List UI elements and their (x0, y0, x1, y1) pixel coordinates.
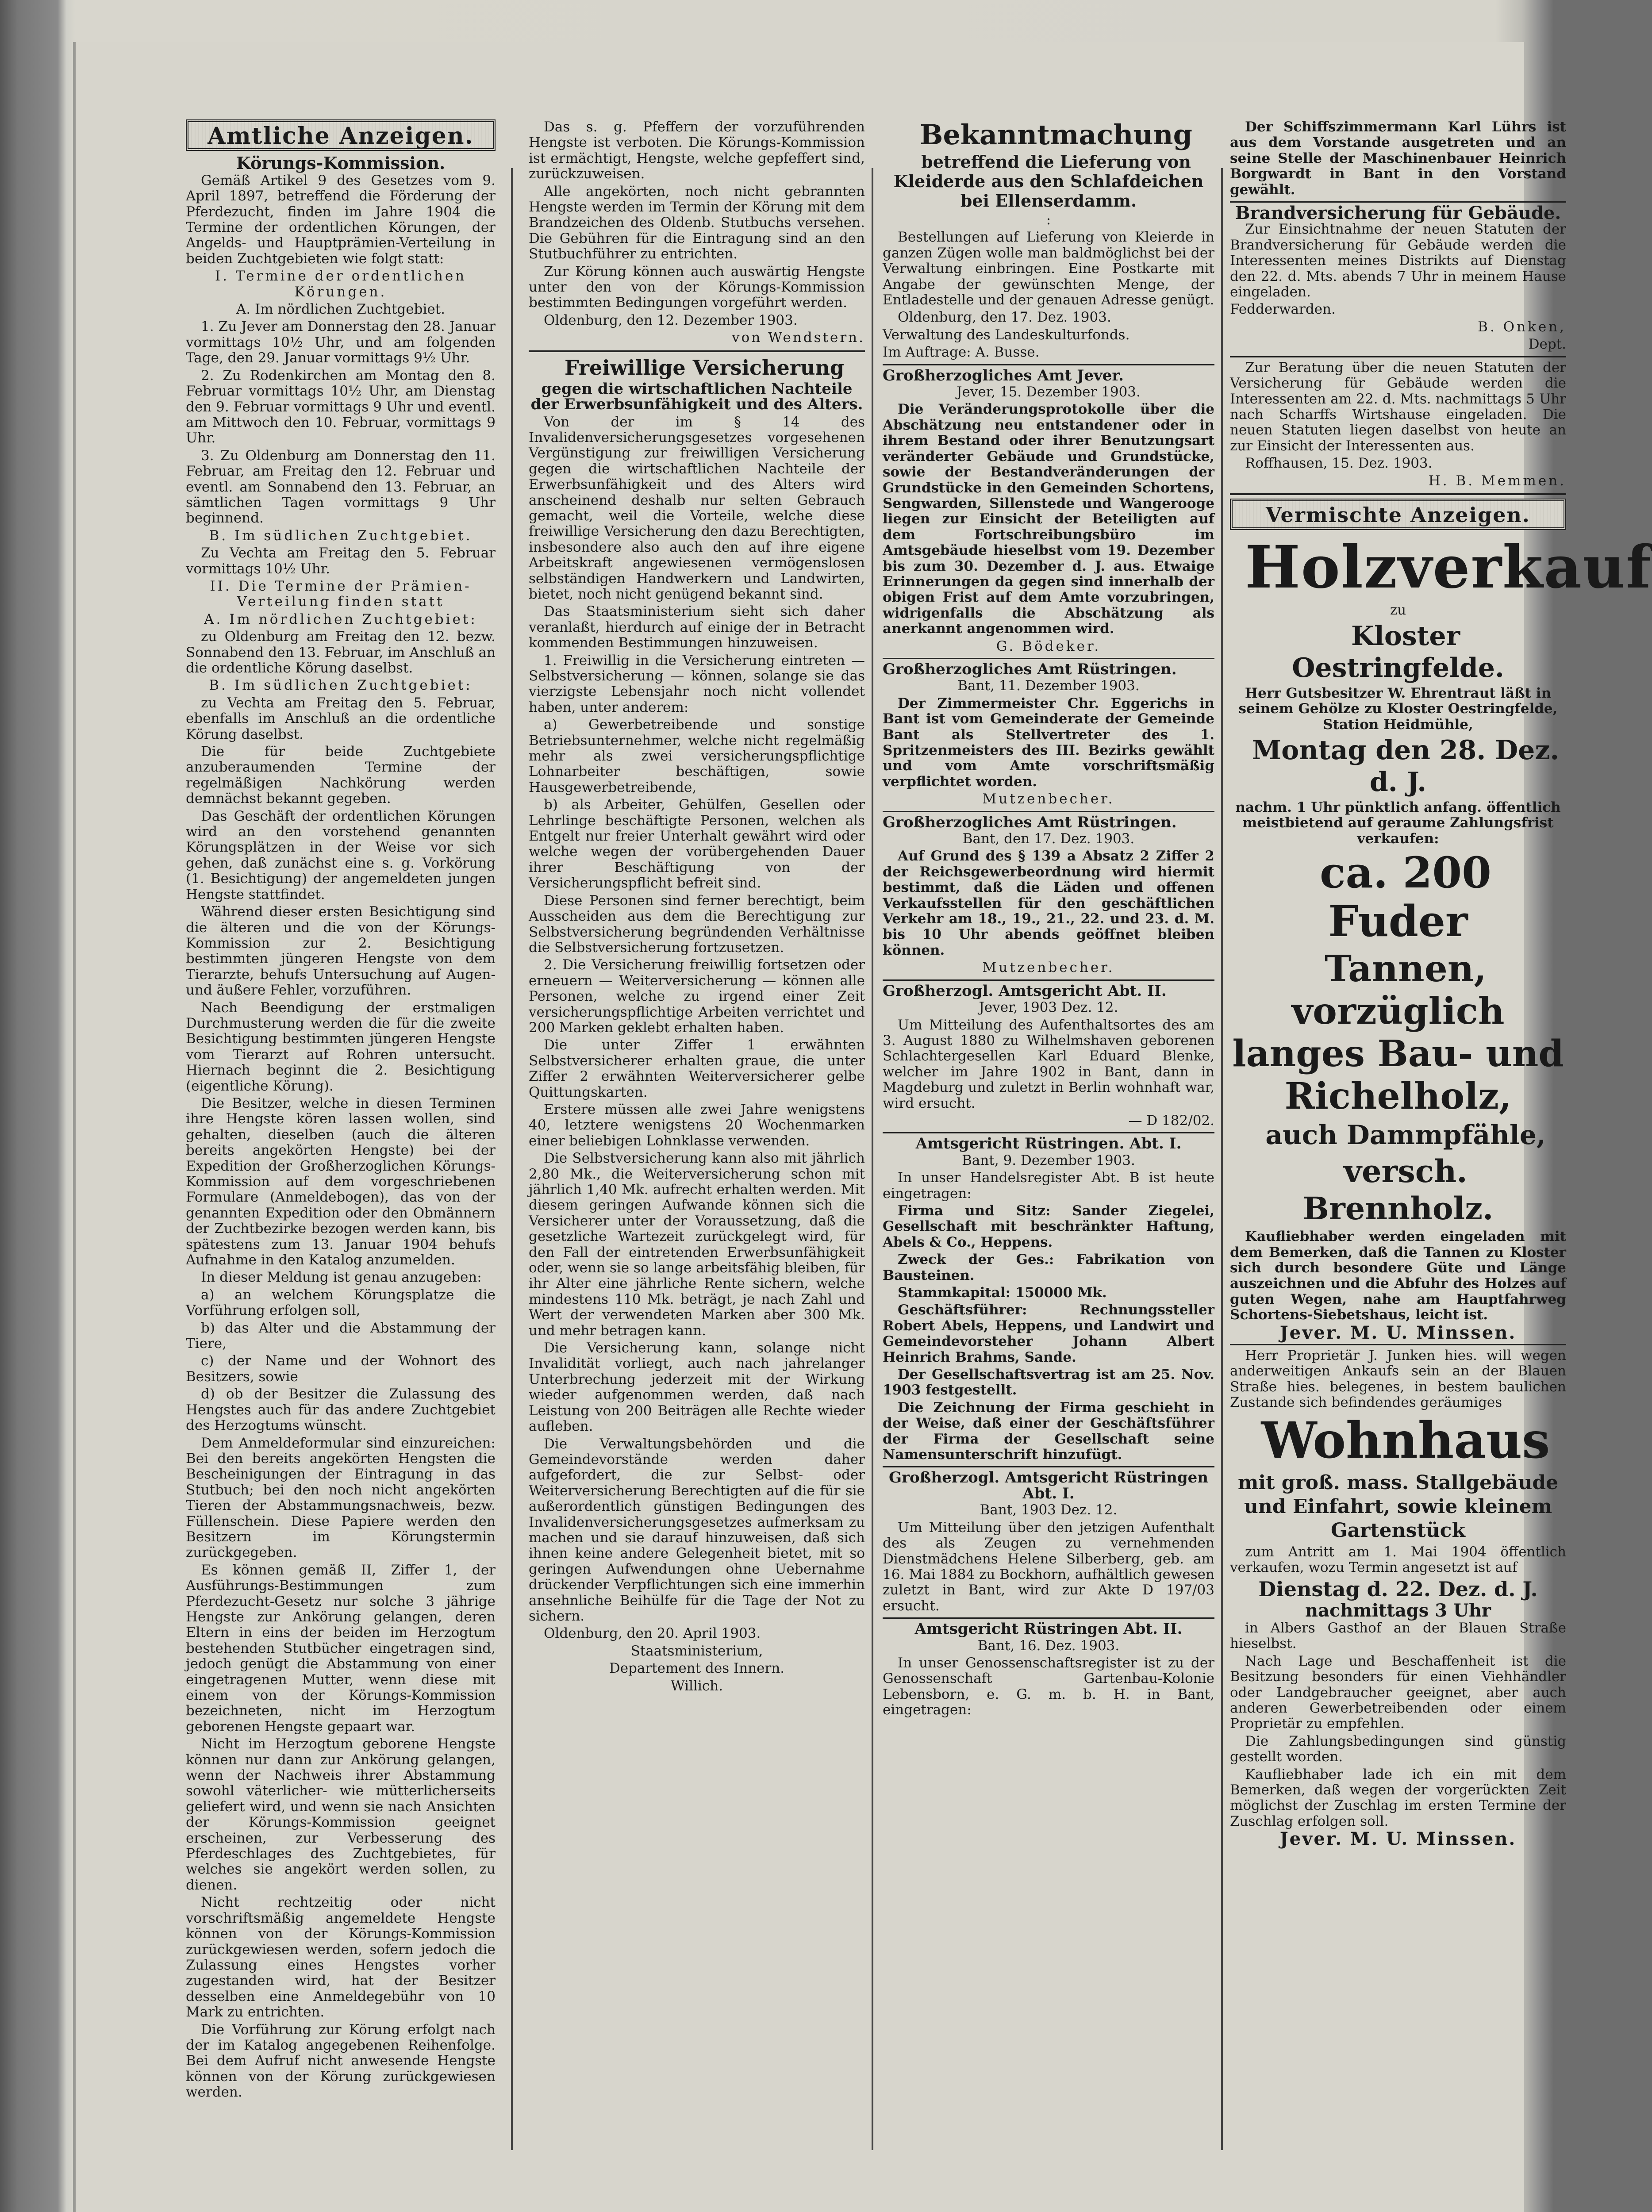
subheading: A. Im nördlichen Zuchtgebiet. (236, 301, 446, 318)
notice-subtitle: gegen die wirtschaftlichen Nachteile der Erwerbsunfähigkeit und des Alters. (530, 380, 863, 414)
paragraph: zu Oldenburg am Freitag den 12. bezw. Sonnabend den 13. Februar, im Anschluß an die ordentliche Körung daselbst. (186, 629, 496, 676)
paragraph: Zur Einsichtnahme der neuen Statuten der Brandversicherung für Gebäude werden die Interessenten meines Distrikts auf Dienstag den 22. d. Mts. abends 7 Uhr in meinem Hause eingeladen. (1230, 221, 1566, 300)
paragraph: 1. Zu Jever am Donnerstag den 28. Januar vormittags 10½ Uhr, und am folgenden Tage, den 29. Januar vormittags 9½ Uhr. (186, 319, 496, 366)
column-3 (883, 119, 1214, 2150)
ad-date: Montag den 28. Dez. d. J. (1252, 734, 1560, 798)
paragraph: Stammkapital: 150000 Mk. (898, 1285, 1107, 1301)
separator (1230, 493, 1566, 495)
paragraph: Zweck der Ges.: Fabrikation von Bausteinen. (883, 1252, 1214, 1283)
ad-text: Die Zahlungsbedingungen sind günstig gestellt worden. (1230, 1733, 1566, 1765)
location: Fedderwarden. (1230, 301, 1336, 318)
separator (883, 979, 1214, 981)
file-reference: — D 182/02. (1128, 1112, 1214, 1129)
paragraph: Die Veränderungsprotokolle über die Abschätzung neu entstandener oder in ihrem Bestand oder ihrer Benutzungsart veränderter Gebäude und Grundstücke, sowie der Bestandveränderungen der Grundstücke in den Gemeinden Schortens, Sengwarden, Sillenstede und Wangerooge liegen zur Einsicht der Beteiligten auf dem Fortschreibungsbüro im Amtsgebäude hieselbst vom 19. Dezember bis zum 30. Dezember d. J. aus. Etwaige Erinnerungen da gegen sind innerhalb der obigen Frist auf dem Amte vorzubringen, widrigenfalls die Abschätzung als anerkannt angenommen wird. (883, 401, 1214, 637)
authority-heading: Großherzogl. Amtsgericht Rüstringen Abt. I. (889, 1469, 1208, 1502)
ad-date: Dienstag d. 22. Dez. d. J. (1258, 1577, 1538, 1601)
paragraph: Die Selbstversicherung kann also mit jährlich 2,80 Mk., die Weiterversicherung schon mit jährlich 1,40 Mk. aufrecht erhalten werden. Mit diesem geringen Aufwande können sich die Versicherer unter der Voraussetzung, daß die gesetzliche Wartezeit zurückgelegt wird, für den Fall der eintretenden Erwerbsunfähigkeit oder, wenn sie so lange arbeitsfähig bleiben, für ihr Alter eine jährliche Rente sichern, welche mindestens 110 Mk. beträgt, je nach Zahl und Wert der verwendeten Marken aber 300 Mk. und mehr betragen kann. (529, 1150, 865, 1339)
paragraph: Der Schiffszimmermann Karl Lührs ist aus dem Vorstande ausgetreten und an seine Stelle der Maschinenbauer Heinrich Borgwardt in Bant in den Vorstand gewählt. (1230, 119, 1566, 198)
paragraph: Während dieser ersten Besichtigung sind die älteren und die von der Körungs-Kommission zur 2. Besichtigung bestimmten jüngeren Hengste von dem Tierarzte, behufs Untersuchung auf Augen- und äußere Fehler, vorzuführen. (186, 904, 496, 998)
ad-text: Kaufliebhaber werden eingeladen mit dem Bemerken, daß die Tannen zu Kloster sich durch besondere Güte und Länge auszeichnen und die Abfuhr des Holzes auf guten Wegen, nahe am Hauptfahrweg Schortens-Siebetshaus, leicht ist. (1230, 1229, 1566, 1323)
paragraph: 2. Die Versicherung freiwillig fortsetzen oder erneuern — Weiterversicherung — können alle Personen, welche zu irgend einer Zeit versicherungspflichtige Arbeiten verrichtet und 200 Marken geklebt erhalten haben. (529, 957, 865, 1036)
paragraph: Es können gemäß II, Ziffer 1, der Ausführungs-Bestimmungen zum Pferdezucht-Gesetz nur solche 3 jährige Hengste zur Ankörung gelangen, deren Eltern in eins der beiden im Herzogtum bestehenden Stutbücher eingetragen sind, jedoch genügt die Abstammung von einer eingetragenen Mutter, wenn diese mit einem von der Körungs-Kommission bezeichneten, nicht im Herzogtum geborenen Hengste gepaart war. (186, 1562, 496, 1735)
separator (1230, 356, 1566, 357)
paragraph: Um Mitteilung über den jetzigen Aufenthalt des als Zeugen zu vernehmenden Dienstmädchens Helene Silberberg, geb. am 16. Mai 1884 zu Bockhorn, aufhältlich gewesen zuletzt in Bant, wird zur Akte D 197/03 ersucht. (883, 1519, 1214, 1614)
paragraph: Die für beide Zuchtgebiete anzuberaumenden Termine der regelmäßigen Nachkörung werden demnächst bekannt gegeben. (186, 744, 496, 807)
paragraph: In dieser Meldung ist genau anzugeben: (201, 1269, 482, 1286)
official-notices-header: Amtliche Anzeigen. (186, 119, 496, 151)
authority-heading: Amtsgericht Rüstringen Abt. II. (914, 1620, 1183, 1638)
paragraph: b) das Alter und die Abstammung der Tiere, (186, 1320, 496, 1352)
authority-heading: Großherzogliches Amt Rüstringen. (883, 660, 1177, 678)
notice-heading: Brandversicherung für Gebäude. (1235, 203, 1561, 224)
dateline: Jever, 1903 Dez. 12. (979, 999, 1118, 1016)
paragraph: Die Zeichnung der Firma geschieht in der Weise, daß einer der Geschäftsführer der Firma der Gesellschaft seine Namensunterschrift hinzufügt. (883, 1399, 1214, 1463)
ad-text: Herr Proprietär J. Junken hies. will wegen anderweitigen Ankaufs sein an der Blauen Straße hies. belegenes, in bestem baulichen Zustande sich befindendes geräumiges (1230, 1348, 1566, 1411)
paragraph: a) Gewerbetreibende und sonstige Betriebsunternehmer, welche nicht regelmäßig mehr als zwei versicherungspflichtige Lohnarbeiter beschäftigen, sowie Hausgewerbetreibende, (529, 717, 865, 795)
dateline: Bant, 9. Dezember 1903. (962, 1152, 1135, 1168)
column-rule (872, 168, 873, 2150)
authority-heading: Amtsgericht Rüstringen. Abt. I. (915, 1135, 1182, 1153)
paragraph: Zur Körung können auch auswärtig Hengste unter den von der Körungs-Kommission bestimmten Bedingungen vorgeführt werden. (529, 263, 865, 311)
separator (883, 658, 1214, 659)
signature: Mutzenbecher. (982, 960, 1115, 976)
paragraph: Von der im § 14 des Invalidenversicherungsgesetzes vorgesehenen Vergünstigung zur freiwilligen Versicherung gegen die wirtschaftlichen Nachteile der Erwerbsunfähigkeit und des Alters wird anscheinend deshalb nur selten Gebrauch gemacht, weil die Vorteile, welche diese freiwillige Versicherung den dazu Berechtigten, insbesondere also auch den auf ihre eigene Arbeitskraft angewiesenen vermögenslosen selbständigen Handwerkern und Landwirten, bietet, noch nicht genügend bekannt sind. (529, 414, 865, 602)
dateline: Jever, 15. Dezember 1903. (957, 384, 1141, 400)
paragraph: Nach Beendigung der erstmaligen Durchmusterung werden die für die zweite Besichtigung bestimmten jüngeren Hengste vom Tierarzt auf Rohren untersucht. Hiernach beginnt die 2. Besichtigung (eigentliche Körung). (186, 999, 496, 1094)
paragraph: Das Geschäft der ordentlichen Körungen wird an den vorstehend genannten Körungsplätzen in der Weise vor sich gehen, daß zunächst eine s. g. Vorkörung (1. Besichtigung) der angemeldeten jungen Hengste stattfindet. (186, 808, 496, 902)
ad-headline: versch. Brennholz. (1302, 1153, 1494, 1227)
paragraph: zu Vechta am Freitag den 5. Februar, ebenfalls im Anschluß an die ordentliche Körung daselbst. (186, 695, 496, 742)
paragraph: 3. Zu Oldenburg am Donnerstag den 11. Februar, am Freitag den 12. Februar und eventl. am Sonnabend den 13. Februar, an sämtlichen Tagen vormittags 9 Uhr beginnend. (186, 447, 496, 526)
paragraph: a) an welchem Körungsplatze die Vorführung erfolgen soll, (186, 1286, 496, 1319)
paragraph: Die Verwaltungsbehörden und die Gemeindevorstände werden daher aufgefordert, die zur Selbst- oder Weiterversicherung Berechtigten auf die für sie außerordentlich günstigen Bedingungen des Invalidenversicherungsgesetzes aufmerksam zu machen und sie darauf hinzuweisen, daß sich ihnen keine andere Gelegenheit bietet, mit so geringen Aufwendungen ohne Uebernahme drückender Verpflichtungen sich eine immerhin ansehnliche Beihülfe für die Tage der Not zu sichern. (529, 1436, 865, 1624)
ad-headline: Holzverkauf (1245, 533, 1652, 602)
subheading: A. Im nördlichen Zuchtgebiet: (204, 611, 477, 627)
paragraph: Auf Grund des § 139 a Absatz 2 Ziffer 2 der Reichsgewerbeordnung wird hiermit bestimmt, daß die Läden und offenen Verkaufsstellen für den geschäftlichen Verkehr am 18., 19., 21., 22. und 23. d. M. bis 10 Uhr abends geöffnet bleiben können. (883, 848, 1214, 958)
signature: Im Auftrage: A. Busse. (883, 344, 1040, 361)
signature: Mutzenbecher. (982, 791, 1115, 807)
newspaper-page (73, 42, 1652, 2212)
ad-text: zu (1390, 602, 1406, 618)
signature: G. Bödeker. (996, 638, 1101, 654)
paragraph: Der Zimmermeister Chr. Eggerichs in Bant ist vom Gemeinderate der Gemeinde Bant als Stellvertreter des 1. Spritzenmeisters des III. Bezirks gewählt und vom Amte vorschriftsmäßig verpflichtet worden. (883, 695, 1214, 790)
column-4 (1230, 119, 1652, 2150)
paragraph: Die unter Ziffer 1 erwähnten Selbstversicherer erhalten graue, die unter Ziffer 2 erwähnten Weiterversicherer gelbe Quittungskarten. (529, 1037, 865, 1100)
paragraph: c) der Name und der Wohnort des Besitzers, sowie (186, 1353, 496, 1385)
page-edge (73, 42, 76, 2212)
paragraph: Zur Beratung über die neuen Statuten der Versicherung für Gebäude werden die Interessenten am 22. d. Mts. nachmittags 5 Uhr nach Scharffs Wirtshause eingeladen. Die neuen Statuten liegen daselbst von heute an zur Einsicht der Interessenten aus. (1230, 359, 1566, 454)
paragraph: d) ob der Besitzer die Zulassung des Hengstes auch für das andere Zuchtgebiet des Herzogtums wünscht. (186, 1386, 496, 1434)
paragraph: Die Besitzer, welche in diesen Terminen ihre Hengste kören lassen wollen, sind gehalten, dieselben (auch die älteren bereits angekörten Hengste) bei der Expedition der Großherzoglichen Körungs-Kommission auf dem vorgeschriebenen Formulare (Anmeldebogen), das von der genannten Expedition oder den Obmännern der Zuchtbezirke bezogen werden kann, bis spätestens zum 13. Januar 1904 behufs Aufnahme in den Katalog anzumelden. (186, 1095, 496, 1268)
authority: Verwaltung des Landeskulturfonds. (883, 326, 1130, 343)
column-1 (186, 119, 496, 2150)
notice-subtitle: betreffend die Lieferung von Kleiderde aus den Schlafdeichen bei Ellenserdamm. (893, 152, 1204, 211)
ad-text: Kaufliebhaber lade ich ein mit dem Bemerken, daß wegen der vorgerückten Zeit möglichst der Zuschlag im ersten Termine der Zuschlag erfolgen soll. (1230, 1766, 1566, 1829)
notice-title: Bekanntmachung (920, 119, 1192, 151)
dateline: Oldenburg, den 12. Dezember 1903. (544, 312, 798, 328)
subheading: I. Termine der ordentlichen Körungen. (215, 268, 467, 300)
ad-text: Herr Gutsbesitzer W. Ehrentraut läßt in seinem Gehölze zu Kloster Oestringfelde, Station Heidmühle, (1238, 685, 1558, 733)
authority-heading: Großherzogl. Amtsgericht Abt. II. (883, 982, 1167, 1000)
paragraph: Diese Personen sind ferner berechtigt, beim Ausscheiden aus dem die Berechtigung zur Selbstversicherung begründenden Verhältnisse die Selbstversicherung fortzusetzen. (529, 892, 865, 956)
ad-headline: auch Dammpfähle, (1265, 1120, 1546, 1151)
paragraph: 2. Zu Rodenkirchen am Montag den 8. Februar vormittags 10½ Uhr, am Dienstag den 9. Februar vormittags 9 Uhr und eventl. am Mittwoch den 10. Februar, vormittags 9 Uhr. (186, 367, 496, 446)
paragraph: Der Gesellschaftsvertrag ist am 25. Nov. 1903 festgestellt. (883, 1367, 1214, 1398)
paragraph: Das s. g. Pfeffern der vorzuführenden Hengste ist verboten. Die Körungs-Kommission ist ermächtigt, Hengste, welche gepfeffert sind, zurückzuweisen. (529, 119, 865, 182)
signature: H. B. Memmen. (1428, 472, 1566, 489)
misc-notices-header: Vermischte Anzeigen. (1230, 499, 1566, 530)
signature: Staatsministerium, (630, 1643, 763, 1659)
ad-text: in Albers Gasthof an der Blauen Straße hieselbst. (1230, 1620, 1566, 1652)
ad-headline: Tannen, vorzüglich langes Bau- und Richelholz, (1232, 948, 1564, 1118)
ad-location: Kloster Oestringfelde. (1292, 620, 1504, 684)
separator (883, 1617, 1214, 1619)
paragraph: In unser Genossenschaftsregister ist zu der Genossenschaft Gartenbau-Kolonie Lebensborn, e. G. m. b. H. in Bant, eingetragen: (883, 1655, 1214, 1718)
separator (883, 1132, 1214, 1133)
paragraph: Alle angekörten, noch nicht gebrannten Hengste werden im Termin der Körung mit dem Brandzeichen des Oldenb. Stutbuchs versehen. Die Gebühren für die Eintragung sind an den Stutbuchführer zu entrichten. (529, 183, 865, 262)
column-2 (529, 119, 865, 2150)
separator (883, 1466, 1214, 1467)
paragraph: In unser Handelsregister Abt. B ist heute eingetragen: (883, 1170, 1214, 1202)
paragraph: Um Mitteilung des Aufenthaltsortes des am 3. August 1880 zu Wilhelmshaven geborenen Schlachtergesellen Karl Eduard Blenke, welcher im Jahre 1902 in Bant, dann in Magdeburg und zuletzt in Berlin wohnhaft war, wird ersucht. (883, 1017, 1214, 1111)
separator (883, 364, 1214, 365)
paragraph: Gemäß Artikel 9 des Gesetzes vom 9. April 1897, betreffend die Förderung der Pferdezucht, finden im Jahre 1904 die Termine der ordentlichen Körungen, der Angelds- und Hauptprämien-Verteilung in beiden Zuchtgebieten wie folgt statt: (186, 172, 496, 267)
dateline: Roffhausen, 15. Dez. 1903. (1245, 455, 1433, 472)
ad-text: zum Antritt am 1. Mai 1904 öffentlich verkaufen, wozu Termin angesetzt ist auf (1230, 1544, 1566, 1576)
ornament: : (1046, 212, 1051, 228)
signature-title: Dept. (1528, 336, 1566, 353)
dateline: Bant, den 17. Dez. 1903. (962, 831, 1135, 847)
paragraph: Nicht rechtzeitig oder nicht vorschriftsmäßig angemeldete Hengste können von der Körungs-Kommission zurückgewiesen werden, sofern jedoch die Zulassung eines Hengstes vorher zugestanden wird, hat der Besitzer desselben eine Anmeldegebühr von 10 Mark zu entrichten. (186, 1894, 496, 2020)
paragraph: Das Staatsministerium sieht sich daher veranlaßt, hierdurch auf einige der in Betracht kommenden Bestimmungen hinzuweisen. (529, 603, 865, 651)
subheading: B. Im südlichen Zuchtgebiet. (209, 527, 473, 544)
section-title: Körungs-Kommission. (236, 153, 446, 173)
paragraph: 1. Freiwillig in die Versicherung eintreten — Selbstversicherung — können, solange sie das vierzigste Lebensjahr noch nicht vollendet haben, unter anderem: (529, 652, 865, 715)
paragraph: Firma und Sitz: Sander Ziegelei, Gesellschaft mit beschränkter Haftung, Abels & Co., Heppens. (883, 1202, 1214, 1250)
signature: Jever. M. U. Minssen. (1279, 1322, 1517, 1343)
paragraph: Die Versicherung kann, solange nicht Invalidität vorliegt, auch nach jahrelanger Unterbrechung jederzeit mit der Wirkung wieder aufgenommen werden, daß nach Leistung von 200 Beiträgen alle Rechte wieder aufleben. (529, 1340, 865, 1435)
dateline: Oldenburg, den 20. April 1903. (544, 1625, 761, 1642)
paragraph: b) als Arbeiter, Gehülfen, Gesellen oder Lehrlinge beschäftigte Personen, welchen als Entgelt nur freier Unterhalt gewährt wird oder welche wegen der vorübergehenden Dauer ihrer Beschäftigung von der Versicherungspflicht befreit sind. (529, 797, 865, 891)
paragraph: Nicht im Herzogtum geborene Hengste können nur dann zur Ankörung gelangen, wenn der Nachweis ihrer Abstammung sowohl väterlicher- wie mütterlicherseits geliefert wird, und wenn sie nach Ansichten der Körungs-Kommission geeignet erscheinen, zur Verbesserung des Pferdeschlages des Zuchtgebietes, für welches sie angekört werden sollen, zu dienen. (186, 1736, 496, 1893)
signature: Jever. M. U. Minssen. (1279, 1828, 1517, 1850)
subheading: II. Die Termine der Prämien-Verteilung finden statt (210, 578, 472, 610)
ad-time: nachmittags 3 Uhr (1305, 1600, 1491, 1621)
dateline: Bant, 11. Dezember 1903. (957, 678, 1140, 694)
ad-text: nachm. 1 Uhr pünktlich anfang. öffentlich meistbietend auf geraume Zahlungsfrist verkaufen: (1235, 799, 1561, 847)
dateline: Bant, 16. Dez. 1903. (977, 1637, 1120, 1654)
column-rule (1221, 168, 1223, 2150)
ad-headline: Wohnhaus (1261, 1411, 1550, 1470)
paragraph: Zu Vechta am Freitag den 5. Februar vormittags 10½ Uhr. (186, 545, 496, 577)
authority-heading: Großherzogliches Amt Rüstringen. (883, 813, 1177, 831)
ad-text: mit groß. mass. Stallgebäude und Einfahrt, sowie kleinem Gartenstück (1237, 1471, 1559, 1542)
notice-title: Freiwillige Versicherung (564, 355, 845, 380)
ad-text: Nach Lage und Beschaffenheit ist die Besitzung besonders für einen Viehhändler oder Landgebraucher geeignet, aber auch anderen Gewerbetreibenden oder einem Proprietär zu empfehlen. (1230, 1653, 1566, 1732)
signature: B. Onken, (1478, 319, 1566, 335)
separator (1230, 1344, 1566, 1345)
paragraph: Geschäftsführer: Rechnungssteller Robert Abels, Heppens, und Landwirt und Gemeindevorsteher Johann Albert Heinrich Brahms, Sande. (883, 1302, 1214, 1365)
paragraph: Die Vorführung zur Körung erfolgt nach der im Katalog angegebenen Reihenfolge. Bei dem Aufruf nicht anwesende Hengste können von der Körung zurückgewiesen werden. (186, 2021, 496, 2101)
separator (883, 811, 1214, 812)
dateline: Oldenburg, den 17. Dez. 1903. (898, 309, 1111, 326)
subheading: B. Im südlichen Zuchtgebiet: (209, 677, 473, 694)
signature: von Wendstern. (732, 330, 865, 346)
column-rule (511, 168, 513, 2150)
signature: Willich. (670, 1678, 723, 1694)
separator (529, 350, 865, 352)
paragraph: Dem Anmeldeformular sind einzureichen: Bei den bereits angekörten Hengsten die Bescheinigungen der Eintragung in das Stutbuch; bei den noch nicht angekörten Tieren der Abstammungsnachweis, bezw. Füllenschein. Diese Papiere werden den Besitzern im Körungstermin zurückgegeben. (186, 1435, 496, 1561)
dateline: Bant, 1903 Dez. 12. (980, 1502, 1118, 1518)
paragraph: Bestellungen auf Lieferung von Kleierde in ganzen Zügen wolle man baldmöglichst bei der Verwaltung einbringen. Eine Postkarte mit Angabe der gewünschten Menge, der Entladestelle und der genauen Adresse genügt. (883, 229, 1214, 308)
ad-headline: ca. 200 Fuder (1320, 848, 1491, 947)
authority-heading: Großherzogliches Amt Jever. (883, 366, 1124, 384)
signature: Departement des Innern. (609, 1660, 785, 1677)
paragraph: Erstere müssen alle zwei Jahre wenigstens 40, letztere wenigstens 20 Wochenmarken einer beliebigen Lohnklasse verwenden. (529, 1101, 865, 1149)
